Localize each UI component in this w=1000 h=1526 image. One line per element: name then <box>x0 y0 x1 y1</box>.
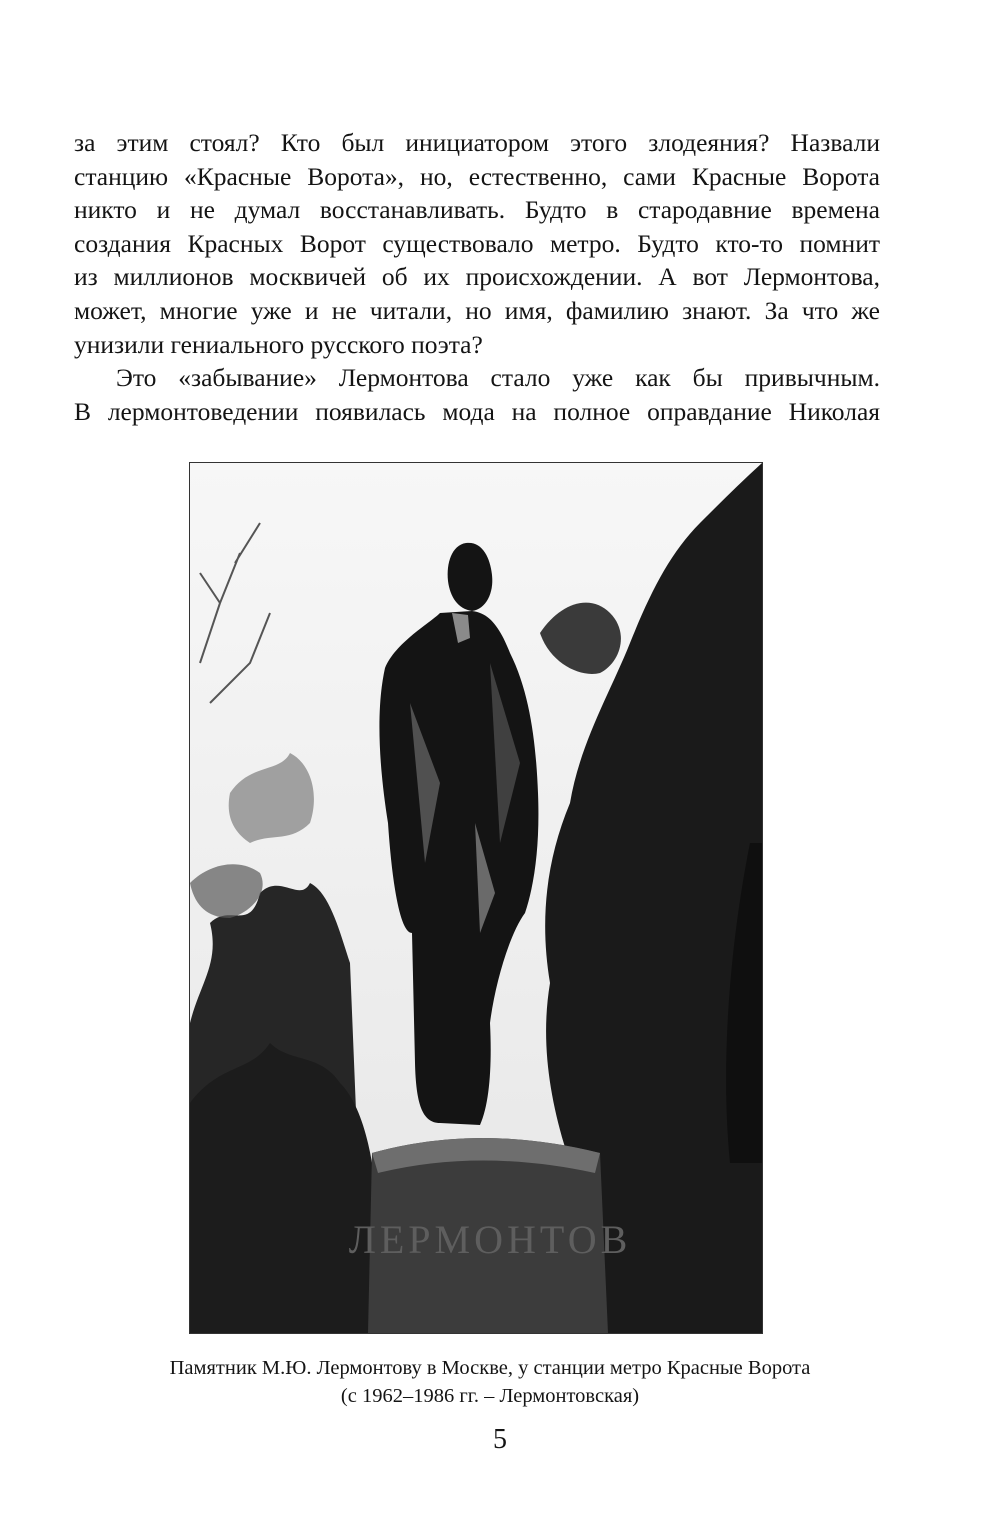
pedestal <box>349 1138 632 1333</box>
body-text <box>74 126 880 428</box>
body-line: никто и не думал восстанавливать. Будто в стародавние времена <box>74 195 880 225</box>
body-line: Это «забывание» Лермонтова стало уже как бы привычным. <box>116 363 880 393</box>
page-number: 5 <box>493 1424 507 1455</box>
monument-photo <box>189 462 763 1334</box>
body-line: из миллионов москвичей об их происхождении. А вот Лермонтова, <box>74 262 880 292</box>
body-line: В лермонтоведении появилась мода на полное оправдание Николая <box>74 396 880 426</box>
body-line: может, многие уже и не читали, но имя, фамилию знают. За что же <box>74 295 880 325</box>
photo-caption-line-1: Памятник М.Ю. Лермонтову в Москве, у станции метро Красные Ворота <box>169 1357 811 1379</box>
monument-photo-illustration <box>190 463 762 1333</box>
body-line: унизили гениального русского поэта? <box>74 329 483 359</box>
pedestal-inscription: ЛЕРМОНТОВ <box>348 1217 632 1262</box>
body-line: станцию «Красные Ворота», но, естественно, сами Красные Ворота <box>74 161 880 191</box>
body-line: за этим стоял? Кто был инициатором этого злодеяния? Назвали <box>74 128 880 157</box>
photo-caption-line-2: (с 1962–1986 гг. – Лермонтовская) <box>340 1385 640 1407</box>
body-line: создания Красных Ворот существовало метро. Будто кто-то помнит <box>74 228 880 258</box>
